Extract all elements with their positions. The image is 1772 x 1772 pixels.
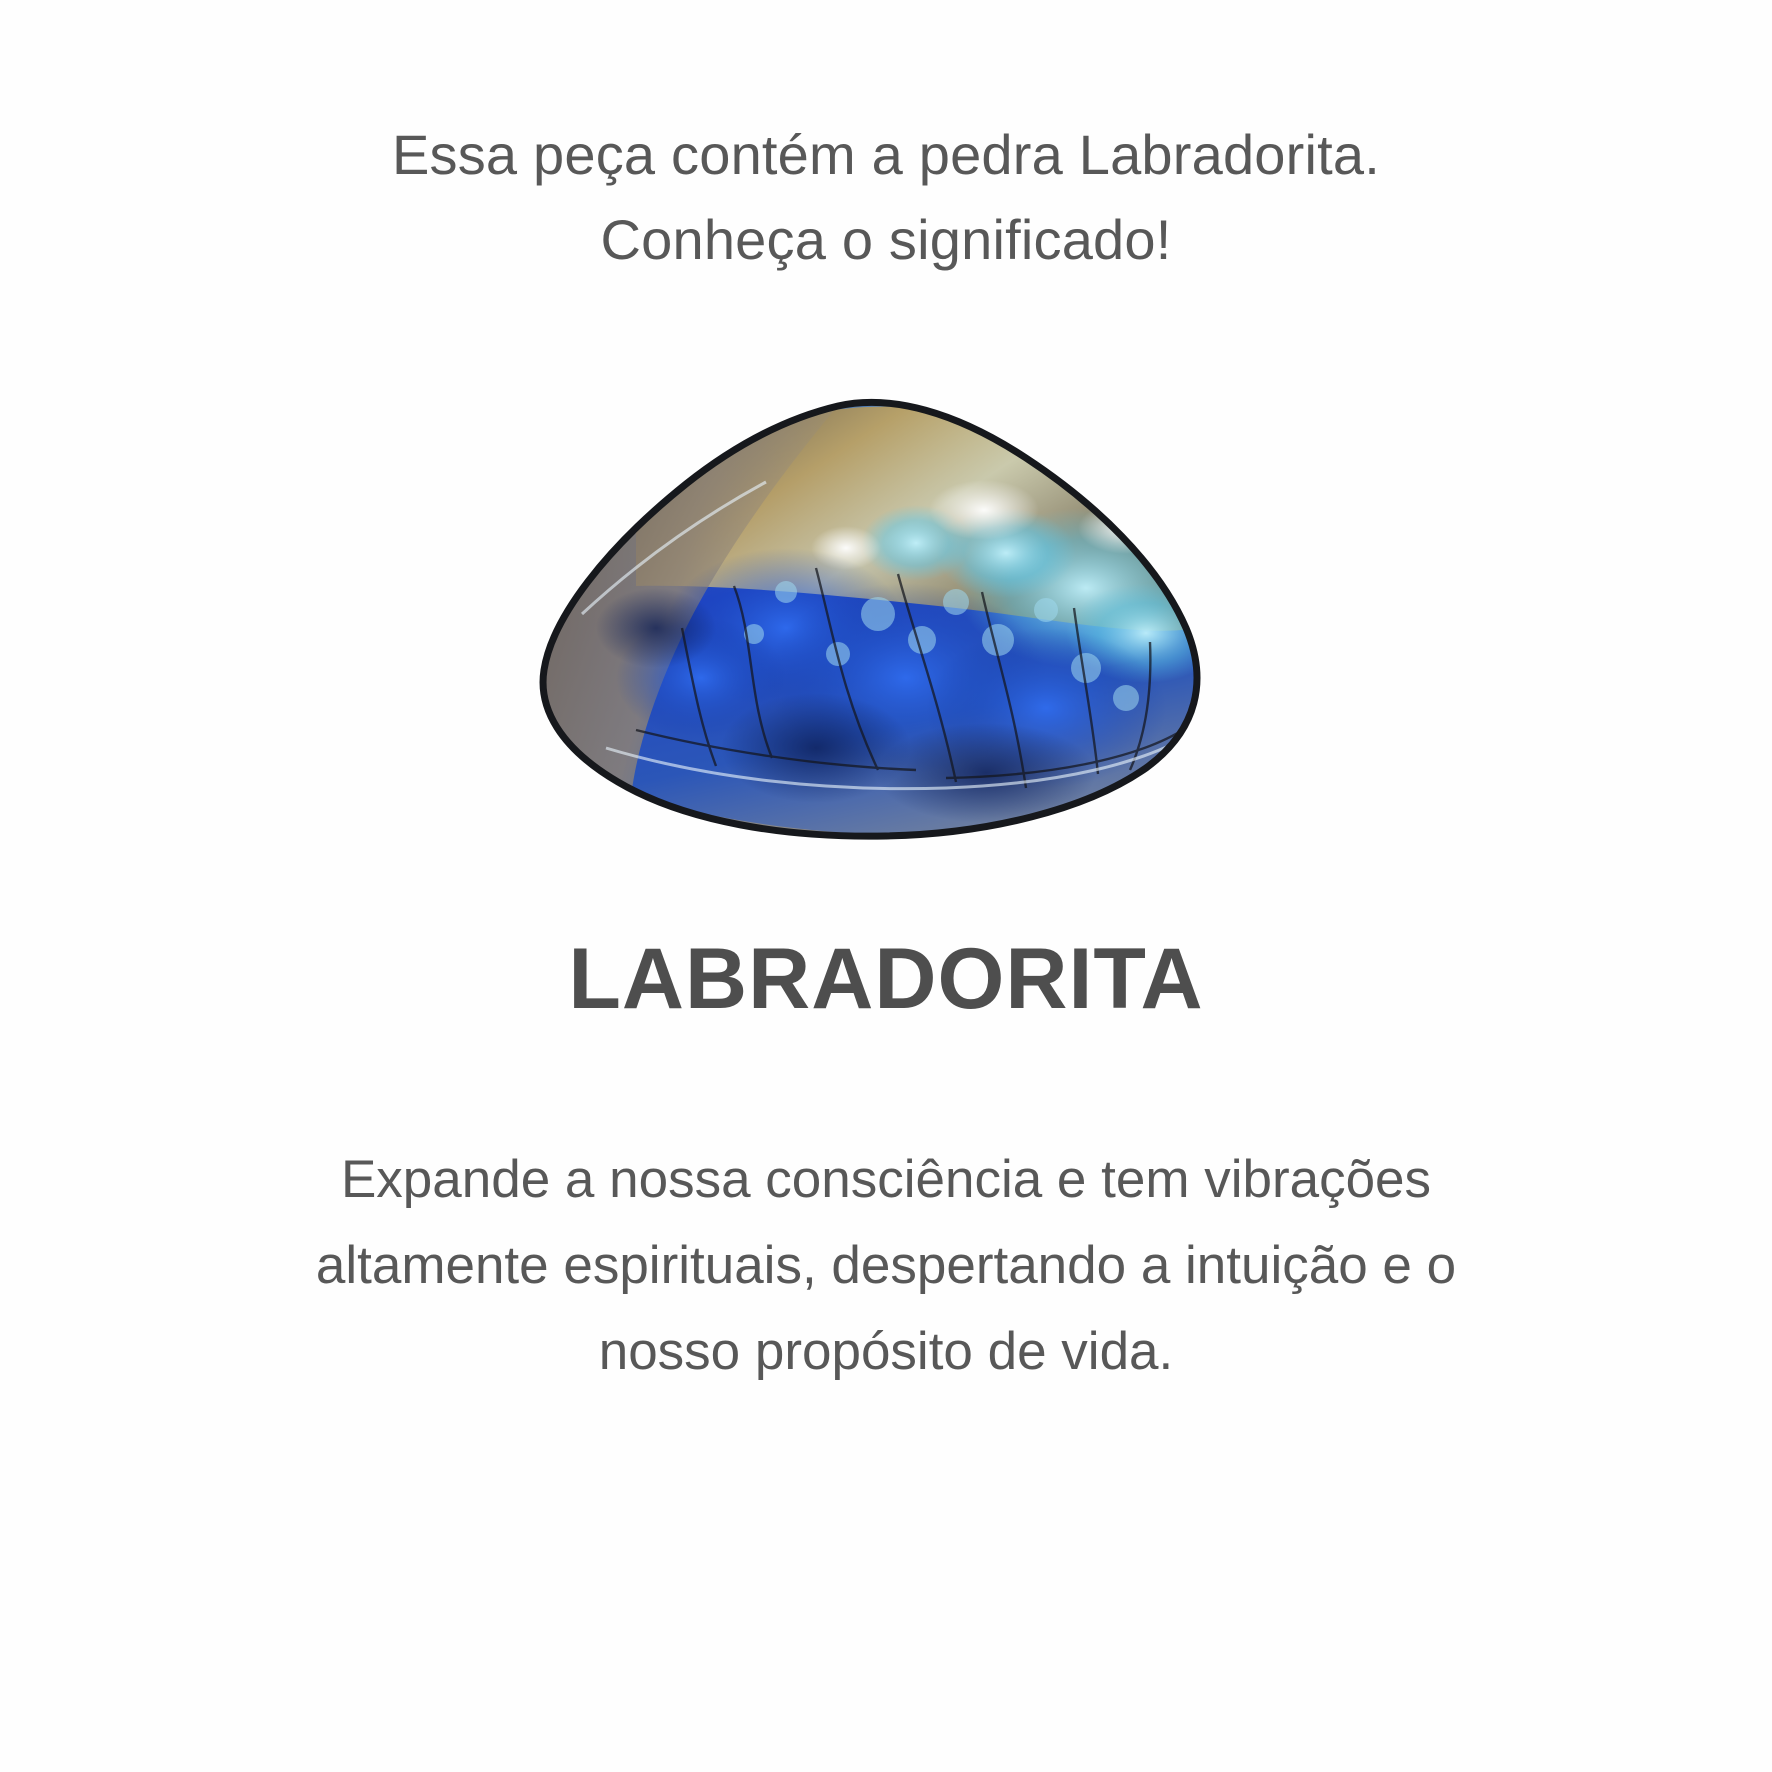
description-line-1: Expande a nossa consciência e tem vibrações <box>340 1149 1432 1209</box>
description-line-2: altamente espirituais, despertando a intuição e o <box>315 1235 1457 1295</box>
headline-line-1: Essa peça contém a pedra Labradorita. <box>391 123 1380 186</box>
labradorite-stone-icon <box>486 378 1286 878</box>
stone-image <box>486 378 1286 878</box>
page-title <box>186 112 1586 282</box>
stone-name: LABRADORITA <box>568 931 1204 1028</box>
description-line-3: nosso propósito de vida. <box>598 1321 1174 1381</box>
stone-description <box>136 1137 1636 1395</box>
headline-line-2: Conheça o significado! <box>600 208 1172 272</box>
